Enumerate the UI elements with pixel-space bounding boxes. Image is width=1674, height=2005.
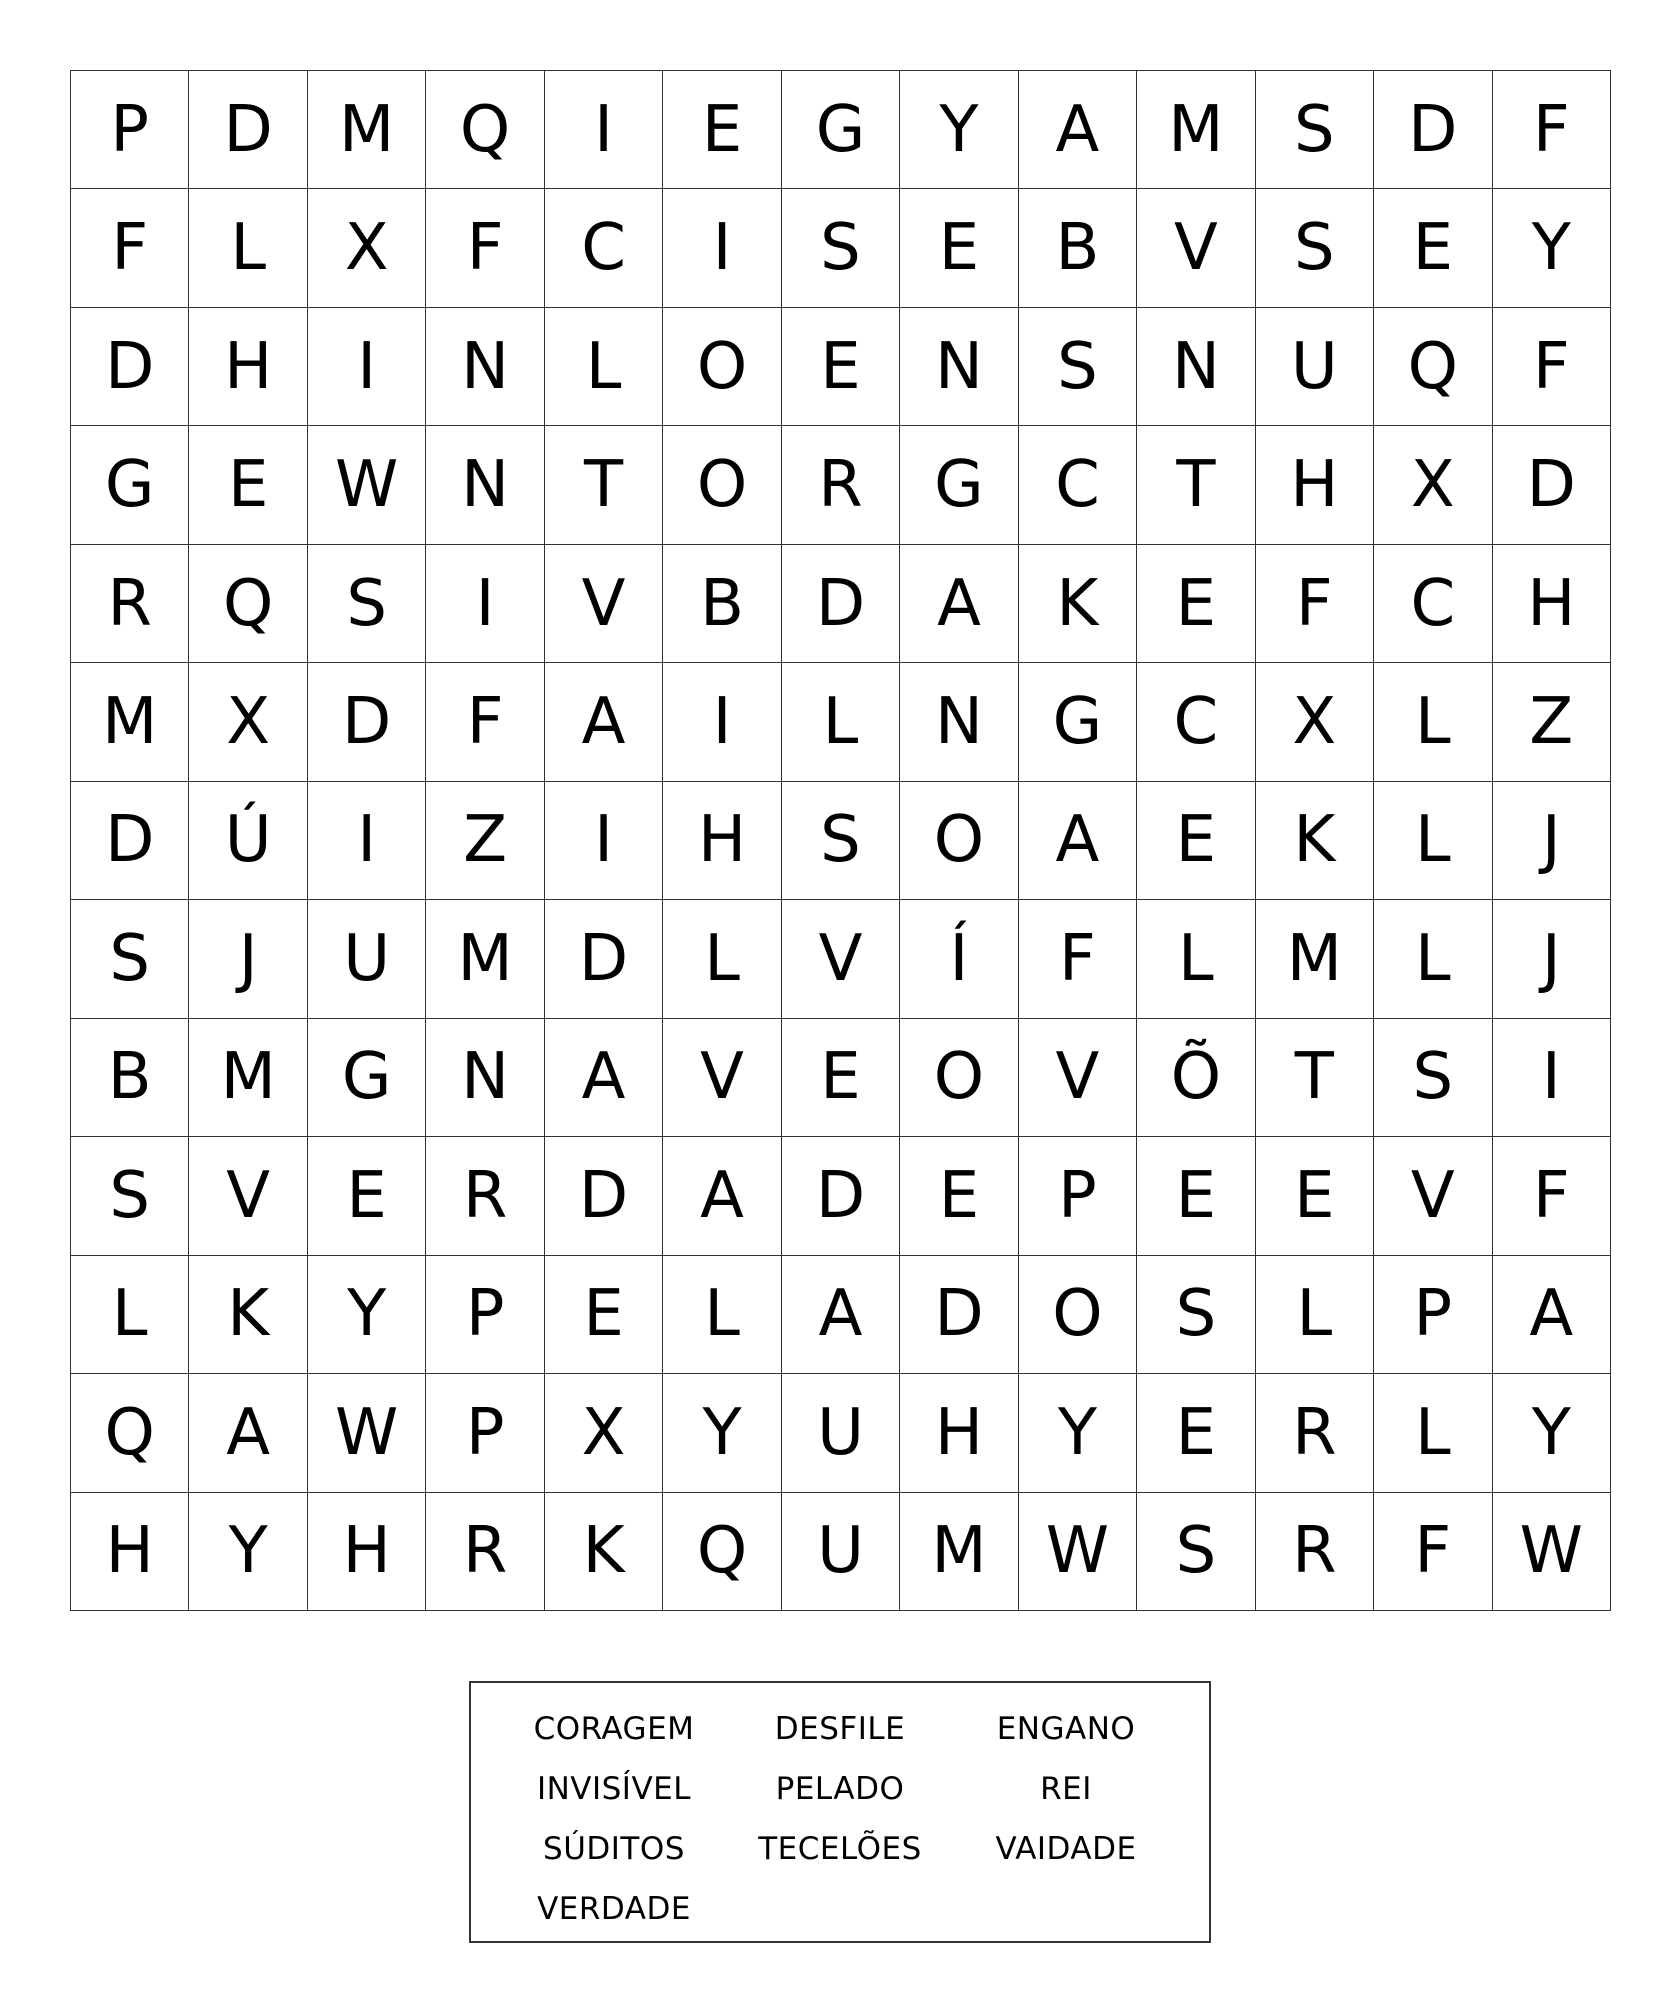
grid-cell[interactable]: H — [71, 1493, 189, 1611]
grid-cell[interactable]: W — [1493, 1493, 1611, 1611]
grid-cell[interactable]: V — [782, 900, 900, 1018]
grid-cell[interactable]: Y — [1493, 189, 1611, 307]
grid-cell[interactable]: I — [426, 545, 544, 663]
grid-cell[interactable]: E — [1137, 1374, 1255, 1492]
word-list-item: VAIDADE — [995, 1831, 1137, 1867]
grid-cell[interactable]: L — [1256, 1256, 1374, 1374]
grid-cell[interactable]: Q — [663, 1493, 781, 1611]
grid-cell[interactable]: B — [71, 1019, 189, 1137]
grid-cell[interactable]: V — [1374, 1137, 1492, 1255]
grid-cell[interactable]: N — [426, 308, 544, 426]
grid-cell[interactable]: I — [308, 308, 426, 426]
grid-cell[interactable]: Q — [1374, 308, 1492, 426]
grid-cell[interactable]: R — [1256, 1374, 1374, 1492]
grid-cell[interactable]: P — [426, 1374, 544, 1492]
grid-cell[interactable]: E — [1374, 189, 1492, 307]
grid-cell[interactable]: C — [1019, 426, 1137, 544]
word-list-item: REI — [1040, 1771, 1092, 1807]
grid-cell[interactable]: H — [1493, 545, 1611, 663]
grid-cell[interactable]: U — [782, 1374, 900, 1492]
grid-cell[interactable]: M — [426, 900, 544, 1018]
grid-cell[interactable]: T — [1137, 426, 1255, 544]
grid-cell[interactable]: Y — [1493, 1374, 1611, 1492]
grid-cell[interactable]: E — [1256, 1137, 1374, 1255]
word-list — [469, 1681, 1211, 1943]
grid-cell[interactable]: V — [1019, 1019, 1137, 1137]
grid-cell[interactable]: H — [1256, 426, 1374, 544]
grid-cell[interactable]: U — [1256, 308, 1374, 426]
grid-cell[interactable]: R — [426, 1137, 544, 1255]
grid-cell[interactable]: S — [308, 545, 426, 663]
grid-cell[interactable]: X — [1256, 663, 1374, 781]
grid-cell[interactable]: S — [1137, 1256, 1255, 1374]
grid-cell[interactable]: L — [1374, 663, 1492, 781]
grid-cell[interactable]: N — [900, 308, 1018, 426]
grid-cell[interactable]: L — [1374, 782, 1492, 900]
grid-cell[interactable]: P — [426, 1256, 544, 1374]
grid-cell[interactable]: C — [1374, 545, 1492, 663]
grid-cell[interactable]: E — [900, 189, 1018, 307]
grid-cell[interactable]: G — [782, 71, 900, 189]
grid-cell[interactable]: Y — [308, 1256, 426, 1374]
grid-cell[interactable]: S — [1256, 189, 1374, 307]
grid-cell[interactable]: L — [782, 663, 900, 781]
grid-cell[interactable]: K — [189, 1256, 307, 1374]
grid-cell[interactable]: N — [426, 1019, 544, 1137]
grid-cell[interactable]: J — [1493, 900, 1611, 1018]
grid-cell[interactable]: M — [71, 663, 189, 781]
grid-cell[interactable]: A — [663, 1137, 781, 1255]
grid-cell[interactable]: Ú — [189, 782, 307, 900]
grid-cell[interactable]: E — [900, 1137, 1018, 1255]
grid-cell[interactable]: Z — [1493, 663, 1611, 781]
grid-cell[interactable]: G — [71, 426, 189, 544]
grid-cell[interactable]: D — [545, 900, 663, 1018]
grid-cell[interactable]: M — [900, 1493, 1018, 1611]
word-list-item: DESFILE — [774, 1711, 906, 1747]
grid-cell[interactable]: K — [1019, 545, 1137, 663]
grid-cell[interactable]: B — [663, 545, 781, 663]
grid-cell[interactable]: L — [1374, 1374, 1492, 1492]
grid-cell[interactable]: Q — [71, 1374, 189, 1492]
grid-cell[interactable]: T — [1256, 1019, 1374, 1137]
grid-cell[interactable]: Õ — [1137, 1019, 1255, 1137]
grid-cell[interactable]: Y — [189, 1493, 307, 1611]
grid-cell[interactable]: L — [663, 900, 781, 1018]
grid-cell[interactable]: P — [1374, 1256, 1492, 1374]
grid-cell[interactable]: O — [900, 782, 1018, 900]
grid-cell[interactable]: S — [782, 189, 900, 307]
word-list-item: SÚDITOS — [543, 1831, 685, 1867]
grid-cell[interactable]: S — [1019, 308, 1137, 426]
grid-cell[interactable]: L — [545, 308, 663, 426]
grid-cell[interactable]: W — [308, 426, 426, 544]
letter-grid — [70, 70, 1611, 1611]
grid-cell[interactable]: L — [1137, 900, 1255, 1018]
grid-cell[interactable]: Q — [426, 71, 544, 189]
grid-cell[interactable]: E — [1137, 1137, 1255, 1255]
grid-cell[interactable]: A — [900, 545, 1018, 663]
grid-cell[interactable]: S — [1137, 1493, 1255, 1611]
grid-cell[interactable]: D — [189, 71, 307, 189]
grid-cell[interactable]: I — [663, 663, 781, 781]
grid-cell[interactable]: D — [1374, 71, 1492, 189]
grid-cell[interactable]: E — [782, 308, 900, 426]
grid-cell[interactable]: C — [1137, 663, 1255, 781]
grid-cell[interactable]: F — [1493, 1137, 1611, 1255]
grid-cell[interactable]: E — [782, 1019, 900, 1137]
grid-cell[interactable]: G — [308, 1019, 426, 1137]
grid-cell[interactable]: V — [189, 1137, 307, 1255]
grid-cell[interactable]: I — [308, 782, 426, 900]
grid-cell[interactable]: I — [663, 189, 781, 307]
grid-cell[interactable]: Y — [900, 71, 1018, 189]
grid-cell[interactable]: F — [1256, 545, 1374, 663]
grid-cell[interactable]: I — [545, 782, 663, 900]
grid-cell[interactable]: H — [189, 308, 307, 426]
grid-cell[interactable]: T — [545, 426, 663, 544]
grid-cell[interactable]: F — [1493, 71, 1611, 189]
grid-cell[interactable]: F — [426, 663, 544, 781]
grid-cell[interactable]: X — [545, 1374, 663, 1492]
grid-cell[interactable]: A — [1019, 71, 1137, 189]
grid-cell[interactable]: D — [71, 782, 189, 900]
grid-cell[interactable]: D — [71, 308, 189, 426]
grid-cell[interactable]: F — [1493, 308, 1611, 426]
grid-cell[interactable]: S — [782, 782, 900, 900]
grid-cell[interactable]: L — [189, 189, 307, 307]
grid-cell[interactable]: M — [1256, 900, 1374, 1018]
grid-cell[interactable]: R — [426, 1493, 544, 1611]
grid-cell[interactable]: E — [1137, 782, 1255, 900]
word-list-item: PELADO — [775, 1771, 905, 1807]
grid-cell[interactable]: I — [545, 71, 663, 189]
grid-cell[interactable]: R — [782, 426, 900, 544]
grid-cell[interactable]: G — [1019, 663, 1137, 781]
grid-cell[interactable]: Q — [189, 545, 307, 663]
grid-cell[interactable]: R — [71, 545, 189, 663]
grid-cell[interactable]: H — [308, 1493, 426, 1611]
grid-cell[interactable]: U — [782, 1493, 900, 1611]
grid-cell[interactable]: N — [1137, 308, 1255, 426]
grid-cell[interactable]: U — [308, 900, 426, 1018]
grid-cell[interactable]: W — [308, 1374, 426, 1492]
grid-cell[interactable]: D — [782, 545, 900, 663]
grid-cell[interactable]: G — [900, 426, 1018, 544]
grid-cell[interactable]: S — [71, 900, 189, 1018]
grid-cell[interactable]: X — [1374, 426, 1492, 544]
grid-cell[interactable]: O — [663, 426, 781, 544]
grid-cell[interactable]: J — [189, 900, 307, 1018]
grid-cell[interactable]: B — [1019, 189, 1137, 307]
grid-cell[interactable]: A — [782, 1256, 900, 1374]
grid-cell[interactable]: V — [545, 545, 663, 663]
grid-cell[interactable]: Y — [1019, 1374, 1137, 1492]
grid-cell[interactable]: A — [545, 1019, 663, 1137]
grid-cell[interactable]: D — [308, 663, 426, 781]
grid-cell[interactable]: O — [900, 1019, 1018, 1137]
grid-cell[interactable]: Y — [663, 1374, 781, 1492]
grid-cell[interactable]: H — [900, 1374, 1018, 1492]
grid-cell[interactable]: A — [1493, 1256, 1611, 1374]
grid-cell[interactable]: C — [545, 189, 663, 307]
word-list-item: CORAGEM — [533, 1711, 695, 1747]
grid-cell[interactable]: F — [426, 189, 544, 307]
word-list-item: ENGANO — [996, 1711, 1136, 1747]
grid-cell[interactable]: F — [1374, 1493, 1492, 1611]
grid-cell[interactable]: M — [1137, 71, 1255, 189]
grid-cell[interactable]: A — [1019, 782, 1137, 900]
grid-cell[interactable]: F — [1019, 900, 1137, 1018]
grid-cell[interactable]: H — [663, 782, 781, 900]
grid-cell[interactable]: Í — [900, 900, 1018, 1018]
grid-cell[interactable]: P — [71, 71, 189, 189]
grid-cell[interactable]: E — [663, 71, 781, 189]
grid-cell[interactable]: L — [1374, 900, 1492, 1018]
grid-cell[interactable]: I — [1493, 1019, 1611, 1137]
grid-cell[interactable]: A — [545, 663, 663, 781]
grid-cell[interactable]: F — [71, 189, 189, 307]
grid-cell[interactable]: E — [308, 1137, 426, 1255]
word-list-item: VERDADE — [537, 1891, 691, 1927]
grid-cell[interactable]: L — [663, 1256, 781, 1374]
grid-cell[interactable]: J — [1493, 782, 1611, 900]
grid-cell[interactable]: V — [1137, 189, 1255, 307]
grid-cell[interactable]: S — [1374, 1019, 1492, 1137]
grid-cell[interactable]: E — [189, 426, 307, 544]
grid-cell[interactable]: W — [1019, 1493, 1137, 1611]
grid-cell[interactable]: N — [900, 663, 1018, 781]
grid-cell[interactable]: M — [189, 1019, 307, 1137]
grid-cell[interactable]: D — [900, 1256, 1018, 1374]
grid-cell[interactable]: V — [663, 1019, 781, 1137]
grid-cell[interactable]: D — [782, 1137, 900, 1255]
grid-cell[interactable]: X — [308, 189, 426, 307]
grid-cell[interactable]: Z — [426, 782, 544, 900]
grid-cell[interactable]: D — [545, 1137, 663, 1255]
word-list-item: TECELÕES — [758, 1831, 922, 1867]
grid-cell[interactable]: S — [1256, 71, 1374, 189]
word-list-item: INVISÍVEL — [536, 1771, 692, 1807]
grid-cell[interactable]: L — [71, 1256, 189, 1374]
grid-cell[interactable]: R — [1256, 1493, 1374, 1611]
grid-cell[interactable]: K — [1256, 782, 1374, 900]
grid-cell[interactable]: K — [545, 1493, 663, 1611]
grid-cell[interactable]: O — [1019, 1256, 1137, 1374]
grid-cell[interactable]: N — [426, 426, 544, 544]
grid-cell[interactable]: E — [1137, 545, 1255, 663]
grid-cell[interactable]: X — [189, 663, 307, 781]
grid-cell[interactable]: S — [71, 1137, 189, 1255]
grid-cell[interactable]: D — [1493, 426, 1611, 544]
grid-cell[interactable]: P — [1019, 1137, 1137, 1255]
grid-cell[interactable]: A — [189, 1374, 307, 1492]
grid-cell[interactable]: E — [545, 1256, 663, 1374]
grid-cell[interactable]: M — [308, 71, 426, 189]
grid-cell[interactable]: O — [663, 308, 781, 426]
